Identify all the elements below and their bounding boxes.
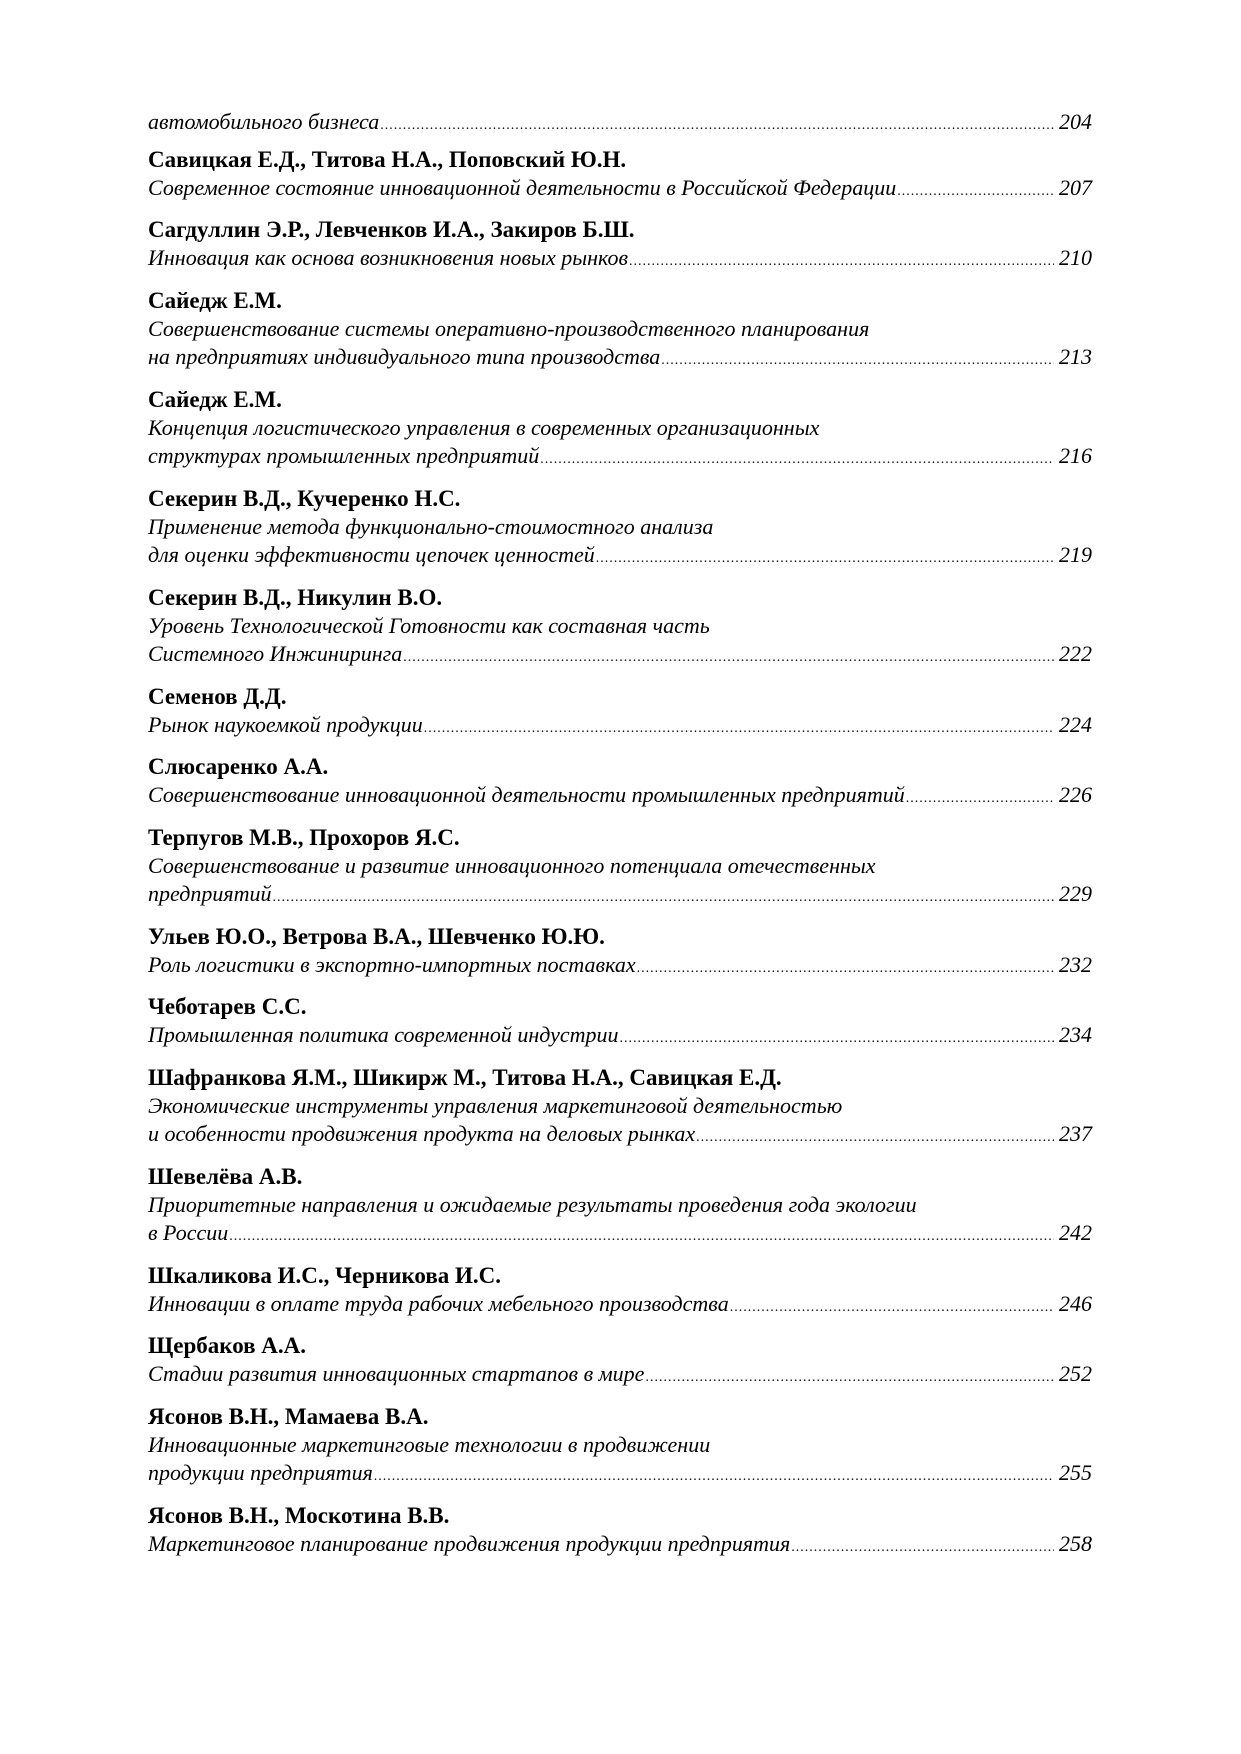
toc-entry-title-line [148,315,1092,344]
toc-entry-authors: Шевелёва А.В. [148,1163,303,1189]
toc-entry-authors: Сайедж Е.М. [148,386,282,412]
dot-leader [791,1534,1054,1563]
toc-entry-title-line [148,1120,1092,1153]
toc-entry-title-line [148,852,1092,881]
dot-leader [229,1223,1054,1252]
dot-leader [424,715,1054,744]
toc-entry-authors: Терпугов М.В., Прохоров Я.С. [148,824,460,850]
toc-entry [148,286,1092,376]
toc-entry-title-line [148,1092,1092,1121]
dot-leader [620,1025,1054,1054]
toc-entry-page-number: 204 [1059,109,1092,134]
dot-leader [906,785,1054,814]
toc-entry-authors: Секерин В.Д., Кучеренко Н.С. [148,485,461,511]
toc-entry-authors: Шафранкова Я.М., Шикирж М., Титова Н.А., Савицкая Е.Д. [148,1064,782,1090]
toc-entry-title-text: на предприятиях индивидуального типа производства [148,344,661,369]
toc-entry [148,145,1092,207]
toc-entry-title-text: Рынок наукоемкой продукции [148,711,423,737]
toc-entry [148,1162,1092,1252]
toc-entry-authors: Ульев Ю.О., Ветрова В.А., Шевченко Ю.Ю. [148,923,605,949]
toc-entry [148,385,1092,475]
dot-leader [374,1463,1054,1492]
toc-entry-title-text: в России [148,1220,229,1245]
toc-entry-title-text: для оценки эффективности цепочек ценностей [148,542,595,567]
toc-entry [148,922,1092,984]
toc-entry-title-text: Современное состояние инновационной деятельности в Российской Федерации [148,174,897,200]
toc-entry-title-text: и особенности продвижения продукта на деловых рынках [148,1121,696,1146]
dot-leader [637,955,1054,984]
toc-entry-title-text: Инновационные маркетинговые технологии в продвижении [148,1431,711,1457]
toc-entry-title-line [148,1290,1092,1323]
toc-entry-title-text: Экономические инструменты управления маркетинговой деятельностью [148,1092,843,1118]
toc-entry [148,583,1092,673]
toc-entry [148,752,1092,814]
dot-leader [730,1294,1054,1323]
toc-entry-title-line [148,1431,1092,1460]
toc-entry-authors: Шкаликова И.С., Черникова И.С. [148,1262,501,1288]
toc-entry-authors: Сайедж Е.М. [148,287,282,313]
toc-entry-title-text: Совершенствование инновационной деятельности промышленных предприятий [148,782,905,807]
dot-leader [897,178,1054,207]
toc-entry-title-text: Применение метода функционально-стоимостного анализа [148,513,714,539]
toc-entry-authors: Щербаков А.А. [148,1333,307,1358]
toc-entry-title-line [148,1530,1092,1563]
toc-entry-title-text: Совершенствование системы оперативно-производственного планирования [148,315,870,341]
toc-entry-title-line [148,612,1092,641]
toc-entry-title-line [148,343,1092,376]
toc-entry-title-line [148,174,1092,207]
toc-entry-title-line [148,880,1092,913]
toc-entry-title-line [148,442,1092,475]
toc-entry-page-number: 246 [1059,1290,1092,1316]
toc-entry-title-line [148,108,1092,141]
toc-entry [148,1063,1092,1153]
toc-entry-title-line [148,781,1092,814]
toc-entry-title-text: Уровень Технологической Готовности как составная часть [148,612,710,638]
toc-entry-page-number: 232 [1059,951,1092,977]
dot-leader [661,347,1054,376]
toc-entry-title-text: Инновация как основа возникновения новых рынков [148,245,629,270]
toc-entry-title-text: структурах промышленных предприятий [148,443,540,468]
toc-entry-title-text: Концепция логистического управления в современных организационных [148,414,820,440]
toc-entry-page-number: 210 [1059,245,1092,270]
toc-entry [148,992,1092,1054]
toc-entry-authors: Сагдуллин Э.Р., Левченков И.А., Закиров Б.Ш. [148,217,635,242]
toc-entry-title-line [148,1219,1092,1252]
toc-entry-page-number: 229 [1059,881,1092,906]
toc-entry-title-text: Маркетинговое планирование продвижения продукции предприятия [148,1530,791,1556]
toc-entry-page-number: 242 [1059,1220,1092,1245]
dot-leader [696,1124,1054,1153]
toc-entry [148,1402,1092,1492]
toc-entry-page-number: 224 [1059,711,1092,737]
toc-entry-authors: Ясонов В.Н., Мамаева В.А. [148,1403,429,1429]
toc-entry-page-number: 222 [1059,641,1092,666]
toc-entry-title-line [148,414,1092,443]
toc-entry-title-line [148,1360,1092,1393]
toc-entry-authors: Ясонов В.Н., Москотина В.В. [148,1502,450,1528]
toc-entry-page-number: 213 [1059,344,1092,369]
toc-entry-title-text: Роль логистики в экспортно-импортных поставках [148,951,636,977]
toc-entry-title-line [148,513,1092,542]
toc-entry [148,823,1092,913]
toc-entry [148,215,1092,277]
toc-entry [148,108,1092,141]
toc-entry-page-number: 255 [1059,1460,1092,1485]
toc-entry [148,1331,1092,1393]
dot-leader [403,644,1054,673]
toc-entry-authors: Слюсаренко А.А. [148,754,329,779]
dot-leader [272,884,1054,913]
toc-entry-page-number: 258 [1059,1530,1092,1556]
toc-entry-page-number: 219 [1059,542,1092,567]
toc-entry [148,1261,1092,1323]
toc-entry-page-number: 226 [1059,782,1092,807]
toc-entry-authors: Савицкая Е.Д., Титова Н.А., Поповский Ю.Н. [148,146,627,172]
toc-entry-authors: Секерин В.Д., Никулин В.О. [148,584,443,610]
dot-leader [645,1364,1054,1393]
toc-entry-title-text: предприятий [148,881,272,906]
toc-entry-title-line [148,711,1092,744]
dot-leader [380,112,1054,141]
toc-entry-title-text: Стадии развития инновационных стартапов в мире [148,1361,645,1386]
toc-entry-title-text: Инновации в оплате труда рабочих мебельного производства [148,1290,729,1316]
toc-entry-title-line [148,1021,1092,1054]
toc-entry-authors: Чеботарев С.С. [148,994,307,1019]
toc-entry-title-text: Совершенствование и развитие инновационного потенциала отечественных [148,852,876,878]
toc-entry-title-line [148,1191,1092,1220]
toc-entry [148,1501,1092,1563]
toc-entry-title-text: Промышленная политика современной индустрии [148,1022,619,1047]
toc-entry-title-text: продукции предприятия [148,1460,373,1485]
dot-leader [629,248,1054,277]
toc-entry-page-number: 237 [1059,1121,1092,1146]
toc-entry [148,484,1092,574]
toc-entry-title-line [148,640,1092,673]
toc-entry-title-line [148,951,1092,984]
toc-entry-title-text: автомобильного бизнеса [148,109,380,134]
toc-entry-title-line [148,541,1092,574]
toc-entry-authors: Семенов Д.Д. [148,683,287,709]
toc-entry-page-number: 252 [1059,1361,1092,1386]
toc-entry-title-text: Приоритетные направления и ожидаемые результаты проведения года экологии [148,1191,917,1217]
toc-entry-page-number: 234 [1059,1022,1092,1047]
toc-entry-page-number: 216 [1059,443,1092,468]
toc-entry-title-text: Системного Инжиниринга [148,641,403,666]
toc-entry-title-line [148,1459,1092,1492]
toc-entry [148,682,1092,744]
dot-leader [596,545,1054,574]
table-of-contents [148,108,1092,1571]
toc-entry-title-line [148,244,1092,277]
dot-leader [540,446,1054,475]
toc-entry-page-number: 207 [1059,174,1092,200]
